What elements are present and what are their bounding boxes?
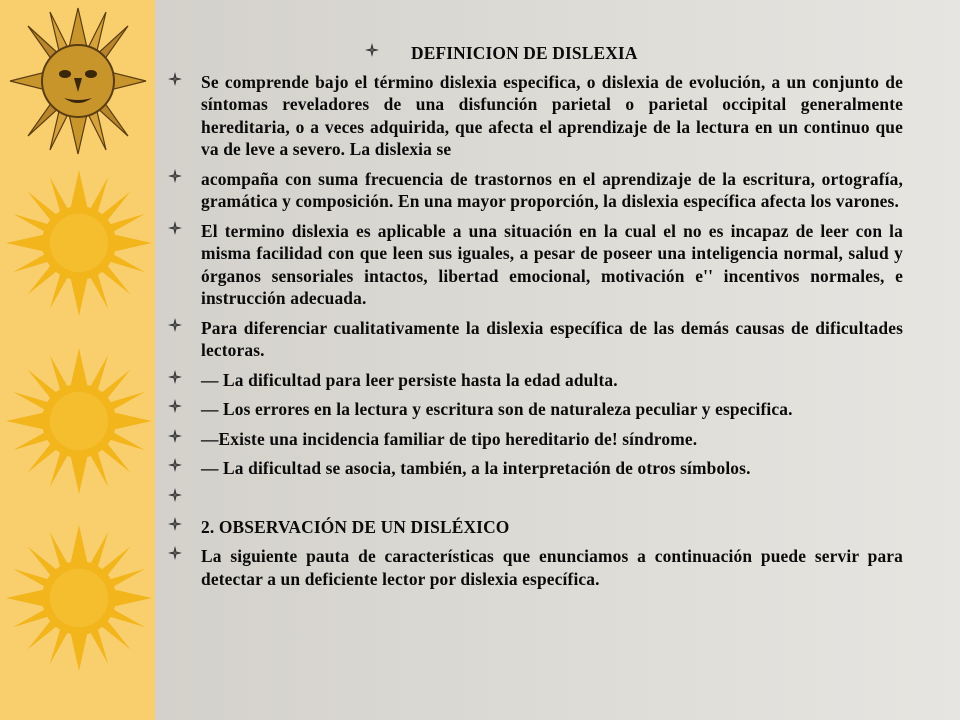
star-bullet-icon: [365, 43, 379, 57]
decorative-sidebar: [0, 0, 155, 720]
star-bullet-icon: [168, 221, 182, 235]
sun-icon: [6, 170, 152, 316]
star-bullet-icon: [168, 458, 182, 472]
list-item: [168, 168, 903, 213]
sun-icon: [6, 525, 152, 671]
star-bullet-icon: [168, 169, 182, 183]
star-bullet-icon: [168, 546, 182, 560]
star-bullet-icon: [168, 488, 182, 502]
paragraph-text: Se comprende bajo el término dislexia especifica, o dislexia de evolución, a un conjunto de síntomas reveladores de una disfunción parietal o parietal occipital generalmente hereditaria, o a veces adquirida, que afecta el aprendizaje de la lectura en un continuo que va de leve a severo. La dislexia se: [201, 71, 903, 159]
sun-icon: [6, 348, 152, 494]
list-item: [168, 317, 903, 362]
star-bullet-icon: [168, 318, 182, 332]
list-item: [168, 220, 903, 310]
paragraph-text: La siguiente pauta de características que enunciamos a continuación puede servir para detectar a un deficiente lector por dislexia específica.: [201, 546, 903, 589]
paragraph-text: acompaña con suma frecuencia de trastornos en el aprendizaje de la escritura, ortografía, gramática y composición. En una mayor proporción, la dislexia específica afecta los varones.: [201, 168, 903, 211]
star-bullet-icon: [168, 72, 182, 86]
list-item: [168, 369, 903, 392]
paragraph-text: El termino dislexia es aplicable a una situación en la cual el no es incapaz de leer con la misma facilidad con que leen sus iguales, a pesar de poseer una inteligencia normal, salud y órganos sensoriales intactos, libertad emocional, motivación e'' incentivos normales, e instrucción adecuada.: [201, 220, 903, 308]
slide-content: [168, 42, 903, 597]
list-item: [168, 398, 903, 421]
paragraph-text: — Los errores en la lectura y escritura son de naturaleza peculiar y especifica.: [201, 399, 793, 419]
list-item: [168, 457, 903, 480]
title-text: DEFINICION DE DISLEXIA: [411, 43, 638, 63]
section-heading: [168, 516, 903, 539]
paragraph-text: Para diferenciar cualitativamente la dislexia específica de las demás causas de dificultades lectoras.: [201, 317, 903, 360]
star-bullet-icon: [168, 517, 182, 531]
sun-face-icon: [8, 6, 148, 156]
paragraph-text: —Existe una incidencia familiar de tipo hereditario de! síndrome.: [201, 428, 698, 449]
heading-text: 2. OBSERVACIÓN DE UN DISLÉXICO: [201, 516, 510, 537]
list-item: [168, 487, 903, 509]
list-item: [168, 428, 903, 451]
list-item: [168, 545, 903, 590]
paragraph-text: — La dificultad para leer persiste hasta la edad adulta.: [201, 369, 618, 390]
star-bullet-icon: [168, 370, 182, 384]
star-bullet-icon: [168, 429, 182, 443]
slide-title: [168, 42, 903, 65]
list-item: [168, 71, 903, 161]
paragraph-text: — La dificultad se asocia, también, a la interpretación de otros símbolos.: [201, 458, 751, 478]
star-bullet-icon: [168, 399, 182, 413]
